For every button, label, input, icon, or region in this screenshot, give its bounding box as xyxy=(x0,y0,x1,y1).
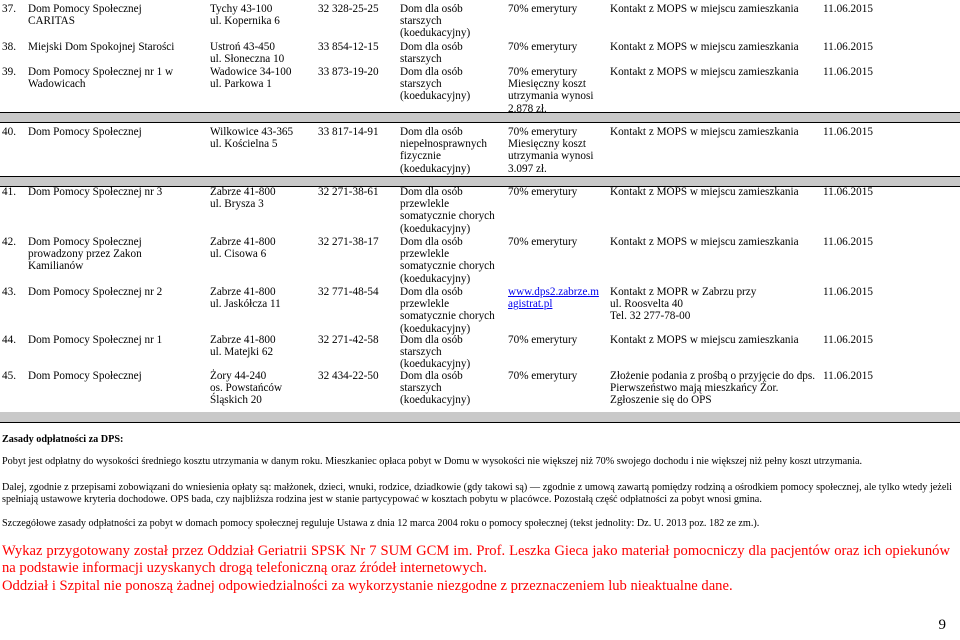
cell-phone: 33 873-19-20 xyxy=(318,66,379,78)
cell-date: 11.06.2015 xyxy=(823,286,873,298)
cell-name: Dom Pomocy Społecznej nr 2 xyxy=(28,286,163,298)
cell-type: Dom dla osób starszych (koedukacyjny) xyxy=(400,370,471,407)
cell-fee[interactable] xyxy=(508,286,598,310)
cell-date: 11.06.2015 xyxy=(823,186,873,198)
cell-type: Dom dla osób starszych (koedukacyjny) xyxy=(400,334,471,371)
cell-addr: Zabrze 41-800 ul. Cisowa 6 xyxy=(210,236,276,261)
cell-type: Dom dla osób niepełnosprawnych fizycznie (koedukacyjny) xyxy=(400,126,487,175)
row-separator-band xyxy=(0,176,960,186)
cell-contact: Złożenie podania z prośbą o przyjęcie do dps. Pierwszeństwo mają mieszkańcy Żor. Zgłoszenie się do OPS xyxy=(610,370,816,407)
cell-addr: Ustroń 43-450 ul. Słoneczna 10 xyxy=(210,41,285,66)
cell-phone: 32 328-25-25 xyxy=(318,3,379,15)
cell-phone: 33 854-12-15 xyxy=(318,41,379,53)
cell-name: Dom Pomocy Społecznej nr 1 w Wadowicach xyxy=(28,66,174,91)
rules-heading: Zasady odpłatności za DPS: xyxy=(2,434,124,445)
cell-contact: Kontakt z MOPS w miejscu zamieszkania xyxy=(610,126,799,138)
disclaimer-liability: Oddział i Szpital nie ponoszą żadnej odpowiedzialności za wykorzystanie niezgodne z przeznaczeniem lub nieaktualne dane. xyxy=(2,578,733,594)
rules-paragraph-1: Pobyt jest odpłatny do wysokości średniego kosztu utrzymania w danym roku. Mieszkaniec opłaca pobyt w Domu w wysokości nie większej niż 70% swojego dochodu i nie większej niż pełny koszt utrzymania. xyxy=(2,456,863,467)
cell-type: Dom dla osób starszych xyxy=(400,41,463,66)
cell-date: 11.06.2015 xyxy=(823,126,873,138)
cell-name: Dom Pomocy Społecznej nr 3 xyxy=(28,186,163,198)
cell-addr: Zabrze 41-800 ul. Jaskółcza 11 xyxy=(210,286,281,311)
cell-date: 11.06.2015 xyxy=(823,3,873,15)
row-separator-band xyxy=(0,112,960,122)
cell-date: 11.06.2015 xyxy=(823,236,873,248)
cell-date: 11.06.2015 xyxy=(823,66,873,78)
cell-name: Dom Pomocy Społecznej xyxy=(28,370,142,382)
cell-no: 45. xyxy=(2,370,16,382)
cell-contact: Kontakt z MOPS w miejscu zamieszkania xyxy=(610,3,799,15)
cell-contact: Kontakt z MOPS w miejscu zamieszkania xyxy=(610,236,799,248)
cell-addr: Wadowice 34-100 ul. Parkowa 1 xyxy=(210,66,292,91)
website-link[interactable]: www.dps2.zabrze.m agistrat.pl xyxy=(508,286,599,311)
divider xyxy=(0,422,960,423)
cell-addr: Żory 44-240 os. Powstańców Śląskich 20 xyxy=(210,370,283,407)
cell-fee: 70% emerytury xyxy=(508,334,578,346)
cell-name: Miejski Dom Spokojnej Starości xyxy=(28,41,175,53)
cell-name: Dom Pomocy Społecznej nr 1 xyxy=(28,334,163,346)
cell-contact: Kontakt z MOPS w miejscu zamieszkania xyxy=(610,66,799,78)
cell-date: 11.06.2015 xyxy=(823,41,873,53)
cell-fee: 70% emerytury Miesięczny koszt utrzymania wynosi 3.097 zł. xyxy=(508,126,594,175)
cell-fee: 70% emerytury xyxy=(508,41,578,53)
cell-addr: Wilkowice 43-365 ul. Kościelna 5 xyxy=(210,126,294,151)
cell-addr: Tychy 43-100 ul. Kopernika 6 xyxy=(210,3,280,28)
divider xyxy=(0,176,960,177)
page-number: 9 xyxy=(938,617,946,633)
cell-phone: 33 817-14-91 xyxy=(318,126,379,138)
cell-phone: 32 771-48-54 xyxy=(318,286,379,298)
cell-type: Dom dla osób przewlekle somatycznie chorych (koedukacyjny) xyxy=(400,236,495,285)
disclaimer-source: Wykaz przygotowany został przez Oddział Geriatrii SPSK Nr 7 SUM GCM im. Prof. Leszka Giеca jako materiał pomocniczy dla pacjentów oraz ich opiekunów na podstawie informacji uzyskanych drogą telefoniczną oraz źródeł internetowych. xyxy=(2,543,950,576)
cell-no: 37. xyxy=(2,3,16,15)
cell-type: Dom dla osób przewlekle somatycznie chorych (koedukacyjny) xyxy=(400,286,495,335)
row-separator-band xyxy=(0,412,960,422)
cell-phone: 32 271-42-58 xyxy=(318,334,379,346)
rules-paragraph-2: Dalej, zgodnie z przepisami zobowiązani do wniesienia opłaty są: małżonek, dzieci, wnuki, rodzice, dziadkowie (gdy takowi są) — zgodnie z umową zawartą pomiędzy rodziną a ośrodkiem pomocy społecznej, ale tylko wtedy jeżeli spełniają ustawowe kryteria dochodowe. OPS bada, czy najbliższa rodzina jest w stanie partycypować w kosztach pobytu w placówce. Pozostałą część odpłatności za pobyt wnosi gmina. xyxy=(2,482,952,505)
cell-date: 11.06.2015 xyxy=(823,370,873,382)
cell-phone: 32 434-22-50 xyxy=(318,370,379,382)
cell-contact: Kontakt z MOPS w miejscu zamieszkania xyxy=(610,334,799,346)
cell-no: 38. xyxy=(2,41,16,53)
cell-name: Dom Pomocy Społecznej xyxy=(28,126,142,138)
cell-no: 43. xyxy=(2,286,16,298)
rules-paragraph-3: Szczegółowe zasady odpłatności za pobyt w domach pomocy społecznej reguluje Ustawa z dnia 12 marca 2004 roku o pomocy społecznej (tekst jednolity: Dz. U. 2013 poz. 182 ze zm.). xyxy=(2,518,760,529)
cell-name: Dom Pomocy Społecznej CARITAS xyxy=(28,3,142,28)
cell-fee: 70% emerytury xyxy=(508,236,578,248)
cell-type: Dom dla osób starszych (koedukacyjny) xyxy=(400,3,471,40)
cell-contact: Kontakt z MOPS w miejscu zamieszkania xyxy=(610,186,799,198)
cell-type: Dom dla osób starszych (koedukacyjny) xyxy=(400,66,471,103)
cell-fee: 70% emerytury xyxy=(508,186,578,198)
cell-phone: 32 271-38-17 xyxy=(318,236,379,248)
cell-no: 44. xyxy=(2,334,16,346)
cell-addr: Zabrze 41-800 ul. Brysza 3 xyxy=(210,186,276,211)
cell-contact: Kontakt z MOPS w miejscu zamieszkania xyxy=(610,41,799,53)
cell-no: 39. xyxy=(2,66,16,78)
cell-addr: Zabrze 41-800 ul. Matejki 62 xyxy=(210,334,276,359)
cell-no: 41. xyxy=(2,186,16,198)
cell-name: Dom Pomocy Społecznej prowadzony przez Zakon Kamilianów xyxy=(28,236,142,273)
cell-fee: 70% emerytury xyxy=(508,3,578,15)
cell-fee: 70% emerytury xyxy=(508,370,578,382)
cell-no: 42. xyxy=(2,236,16,248)
cell-phone: 32 271-38-61 xyxy=(318,186,379,198)
cell-contact: Kontakt z MOPR w Zabrzu przy ul. Roosvelta 40 Tel. 32 277-78-00 xyxy=(610,286,757,323)
cell-fee: 70% emerytury Miesięczny koszt utrzymania wynosi 2.878 zł. xyxy=(508,66,594,115)
divider xyxy=(0,122,960,123)
cell-no: 40. xyxy=(2,126,16,138)
cell-date: 11.06.2015 xyxy=(823,334,873,346)
divider xyxy=(0,112,960,113)
cell-type: Dom dla osób przewlekle somatycznie chorych (koedukacyjny) xyxy=(400,186,495,235)
